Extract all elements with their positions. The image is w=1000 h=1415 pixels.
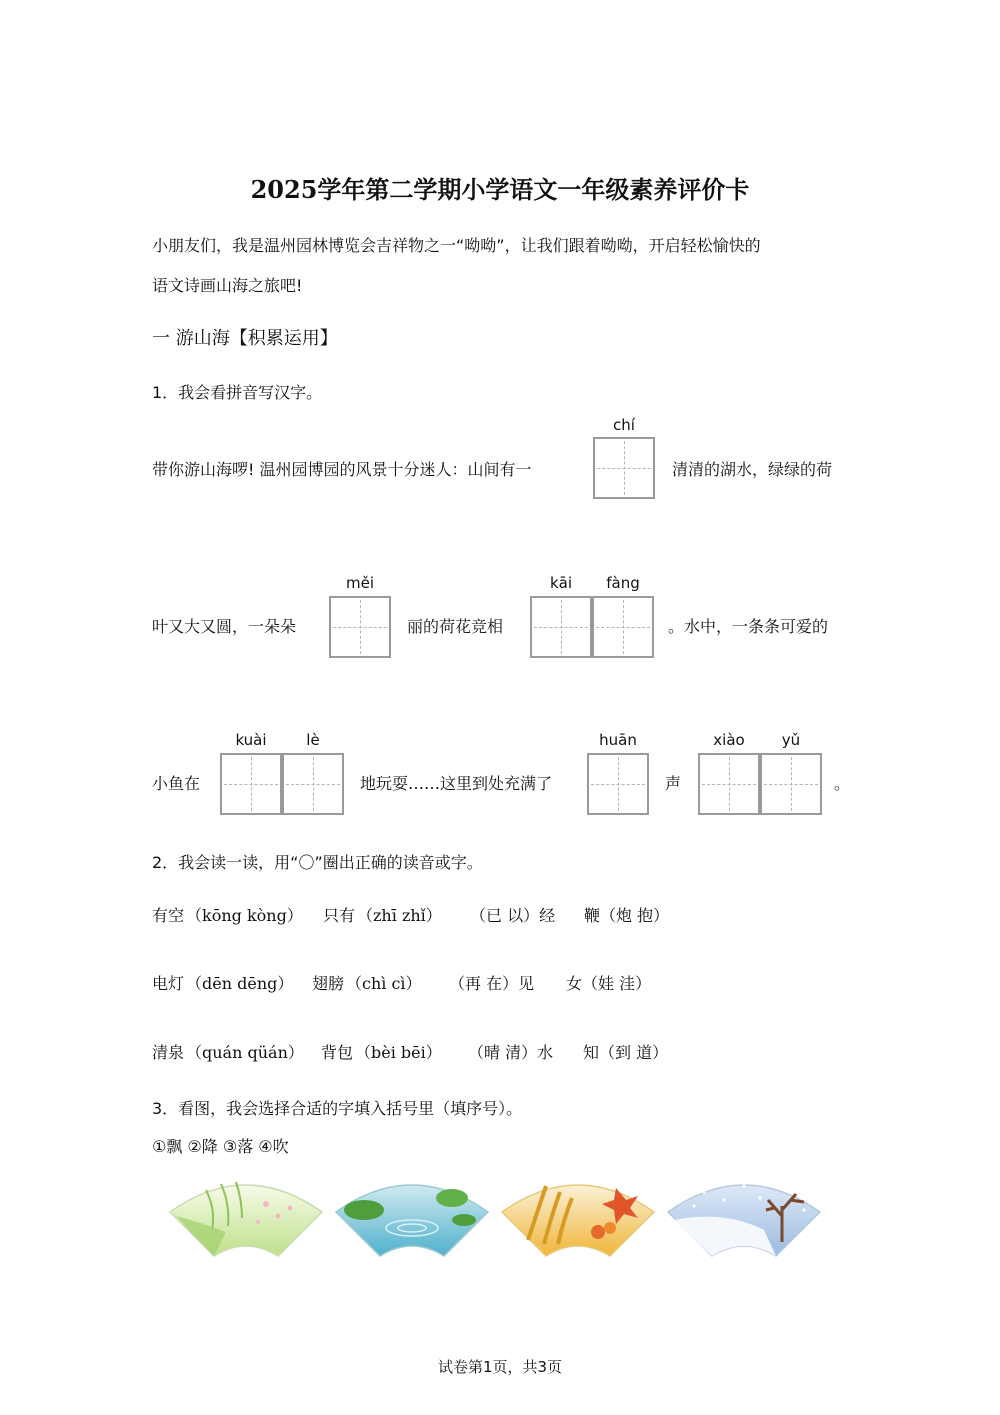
q2-r3-d[interactable]: 知（到 道） xyxy=(583,1043,669,1062)
q2-r1-c[interactable]: （已 以）经 xyxy=(470,906,556,925)
q2-r2-a-word: 电灯 xyxy=(152,974,185,993)
tianzige-box[interactable] xyxy=(282,753,344,815)
q1-row3-text-c: 声 xyxy=(665,774,682,793)
pinyin-fang: fàng xyxy=(606,574,640,592)
q1-row1-text-a: 带你游山海啰! 温州园博园的风景十分迷人：山间有一 xyxy=(152,460,532,479)
q1-row3-text-b: 地玩耍……这里到处充满了 xyxy=(360,774,553,793)
q1-row2-text-c: 。水中，一条条可爱的 xyxy=(668,617,829,636)
pinyin-mei: měi xyxy=(345,574,374,592)
intro-line-1: 小朋友们，我是温州园林博览会吉祥物之一“呦呦”，让我们跟着呦呦，开启轻松愉快的 xyxy=(152,236,761,255)
tianzige-box[interactable] xyxy=(593,437,655,499)
q1-row3-text-a: 小鱼在 xyxy=(152,774,201,793)
autumn-harvest-fan xyxy=(498,1170,658,1260)
tianzige-box[interactable] xyxy=(329,596,391,658)
pinyin-le: lè xyxy=(306,731,320,749)
q2-r2-b-word: 翅膀 xyxy=(312,974,345,993)
summer-lotus-pond-fan xyxy=(332,1170,492,1260)
pinyin-chi: chí xyxy=(613,416,635,434)
q2-r3-a-word: 清泉 xyxy=(152,1043,185,1062)
q2-r2-c[interactable]: （再 在）见 xyxy=(449,974,535,993)
tianzige-box[interactable] xyxy=(220,753,282,815)
pinyin-xiao: xiào xyxy=(713,731,745,749)
page-title: 2025学年第二学期小学语文一年级素养评价卡 xyxy=(250,175,750,204)
q2-r1-b-opts[interactable]: （zhī zhǐ） xyxy=(357,906,442,925)
intro-line-2: 语文诗画山海之旅吧! xyxy=(152,276,303,295)
q2-r3-b-opts[interactable]: （bèi bēi） xyxy=(355,1043,442,1062)
q1-row1-text-b: 清清的湖水，绿绿的荷 xyxy=(672,460,833,479)
pinyin-kai: kāi xyxy=(549,574,573,592)
page-footer: 试卷第1页，共3页 xyxy=(437,1358,563,1376)
q1-row3-text-d: 。 xyxy=(834,774,851,793)
pinyin-yu: yǔ xyxy=(781,731,801,749)
q2-r2-a-opts[interactable]: （dēn dēng） xyxy=(186,974,294,993)
tianzige-box[interactable] xyxy=(760,753,822,815)
spring-willow-fan xyxy=(166,1170,326,1260)
tianzige-box[interactable] xyxy=(530,596,592,658)
tianzige-box[interactable] xyxy=(592,596,654,658)
q2-prompt: 2．我会读一读，用“〇”圈出正确的读音或字。 xyxy=(152,853,483,872)
tianzige-box[interactable] xyxy=(587,753,649,815)
q2-r2-b-opts[interactable]: （chì cì） xyxy=(346,974,422,993)
q3-options: ①飘 ②降 ③落 ④吹 xyxy=(152,1137,289,1156)
section-heading: 一 游山海【积累运用】 xyxy=(152,328,338,349)
q1-prompt: 1．我会看拼音写汉字。 xyxy=(152,383,323,402)
pinyin-huan: huān xyxy=(599,731,637,749)
winter-snow-tree-fan xyxy=(664,1170,824,1260)
q2-r1-d[interactable]: 鞭（炮 抱） xyxy=(584,906,670,925)
q2-r3-b-word: 背包 xyxy=(321,1043,354,1062)
q2-r3-c[interactable]: （晴 清）水 xyxy=(468,1043,554,1062)
tianzige-box[interactable] xyxy=(698,753,760,815)
pinyin-kuai: kuài xyxy=(235,731,267,749)
q1-row2-text-a: 叶又大又圆，一朵朵 xyxy=(152,617,297,636)
q2-r1-a-opts[interactable]: （kōng kòng） xyxy=(186,906,303,925)
q2-r1-a-word: 有空 xyxy=(152,906,185,925)
q3-prompt: 3．看图，我会选择合适的字填入括号里（填序号）。 xyxy=(152,1099,523,1118)
q2-r3-a-opts[interactable]: （quán qüán） xyxy=(186,1043,304,1062)
q2-r2-d[interactable]: 女（娃 洼） xyxy=(566,974,652,993)
q2-r1-b-word: 只有 xyxy=(323,906,356,925)
q1-row2-text-b: 丽的荷花竞相 xyxy=(407,617,504,636)
